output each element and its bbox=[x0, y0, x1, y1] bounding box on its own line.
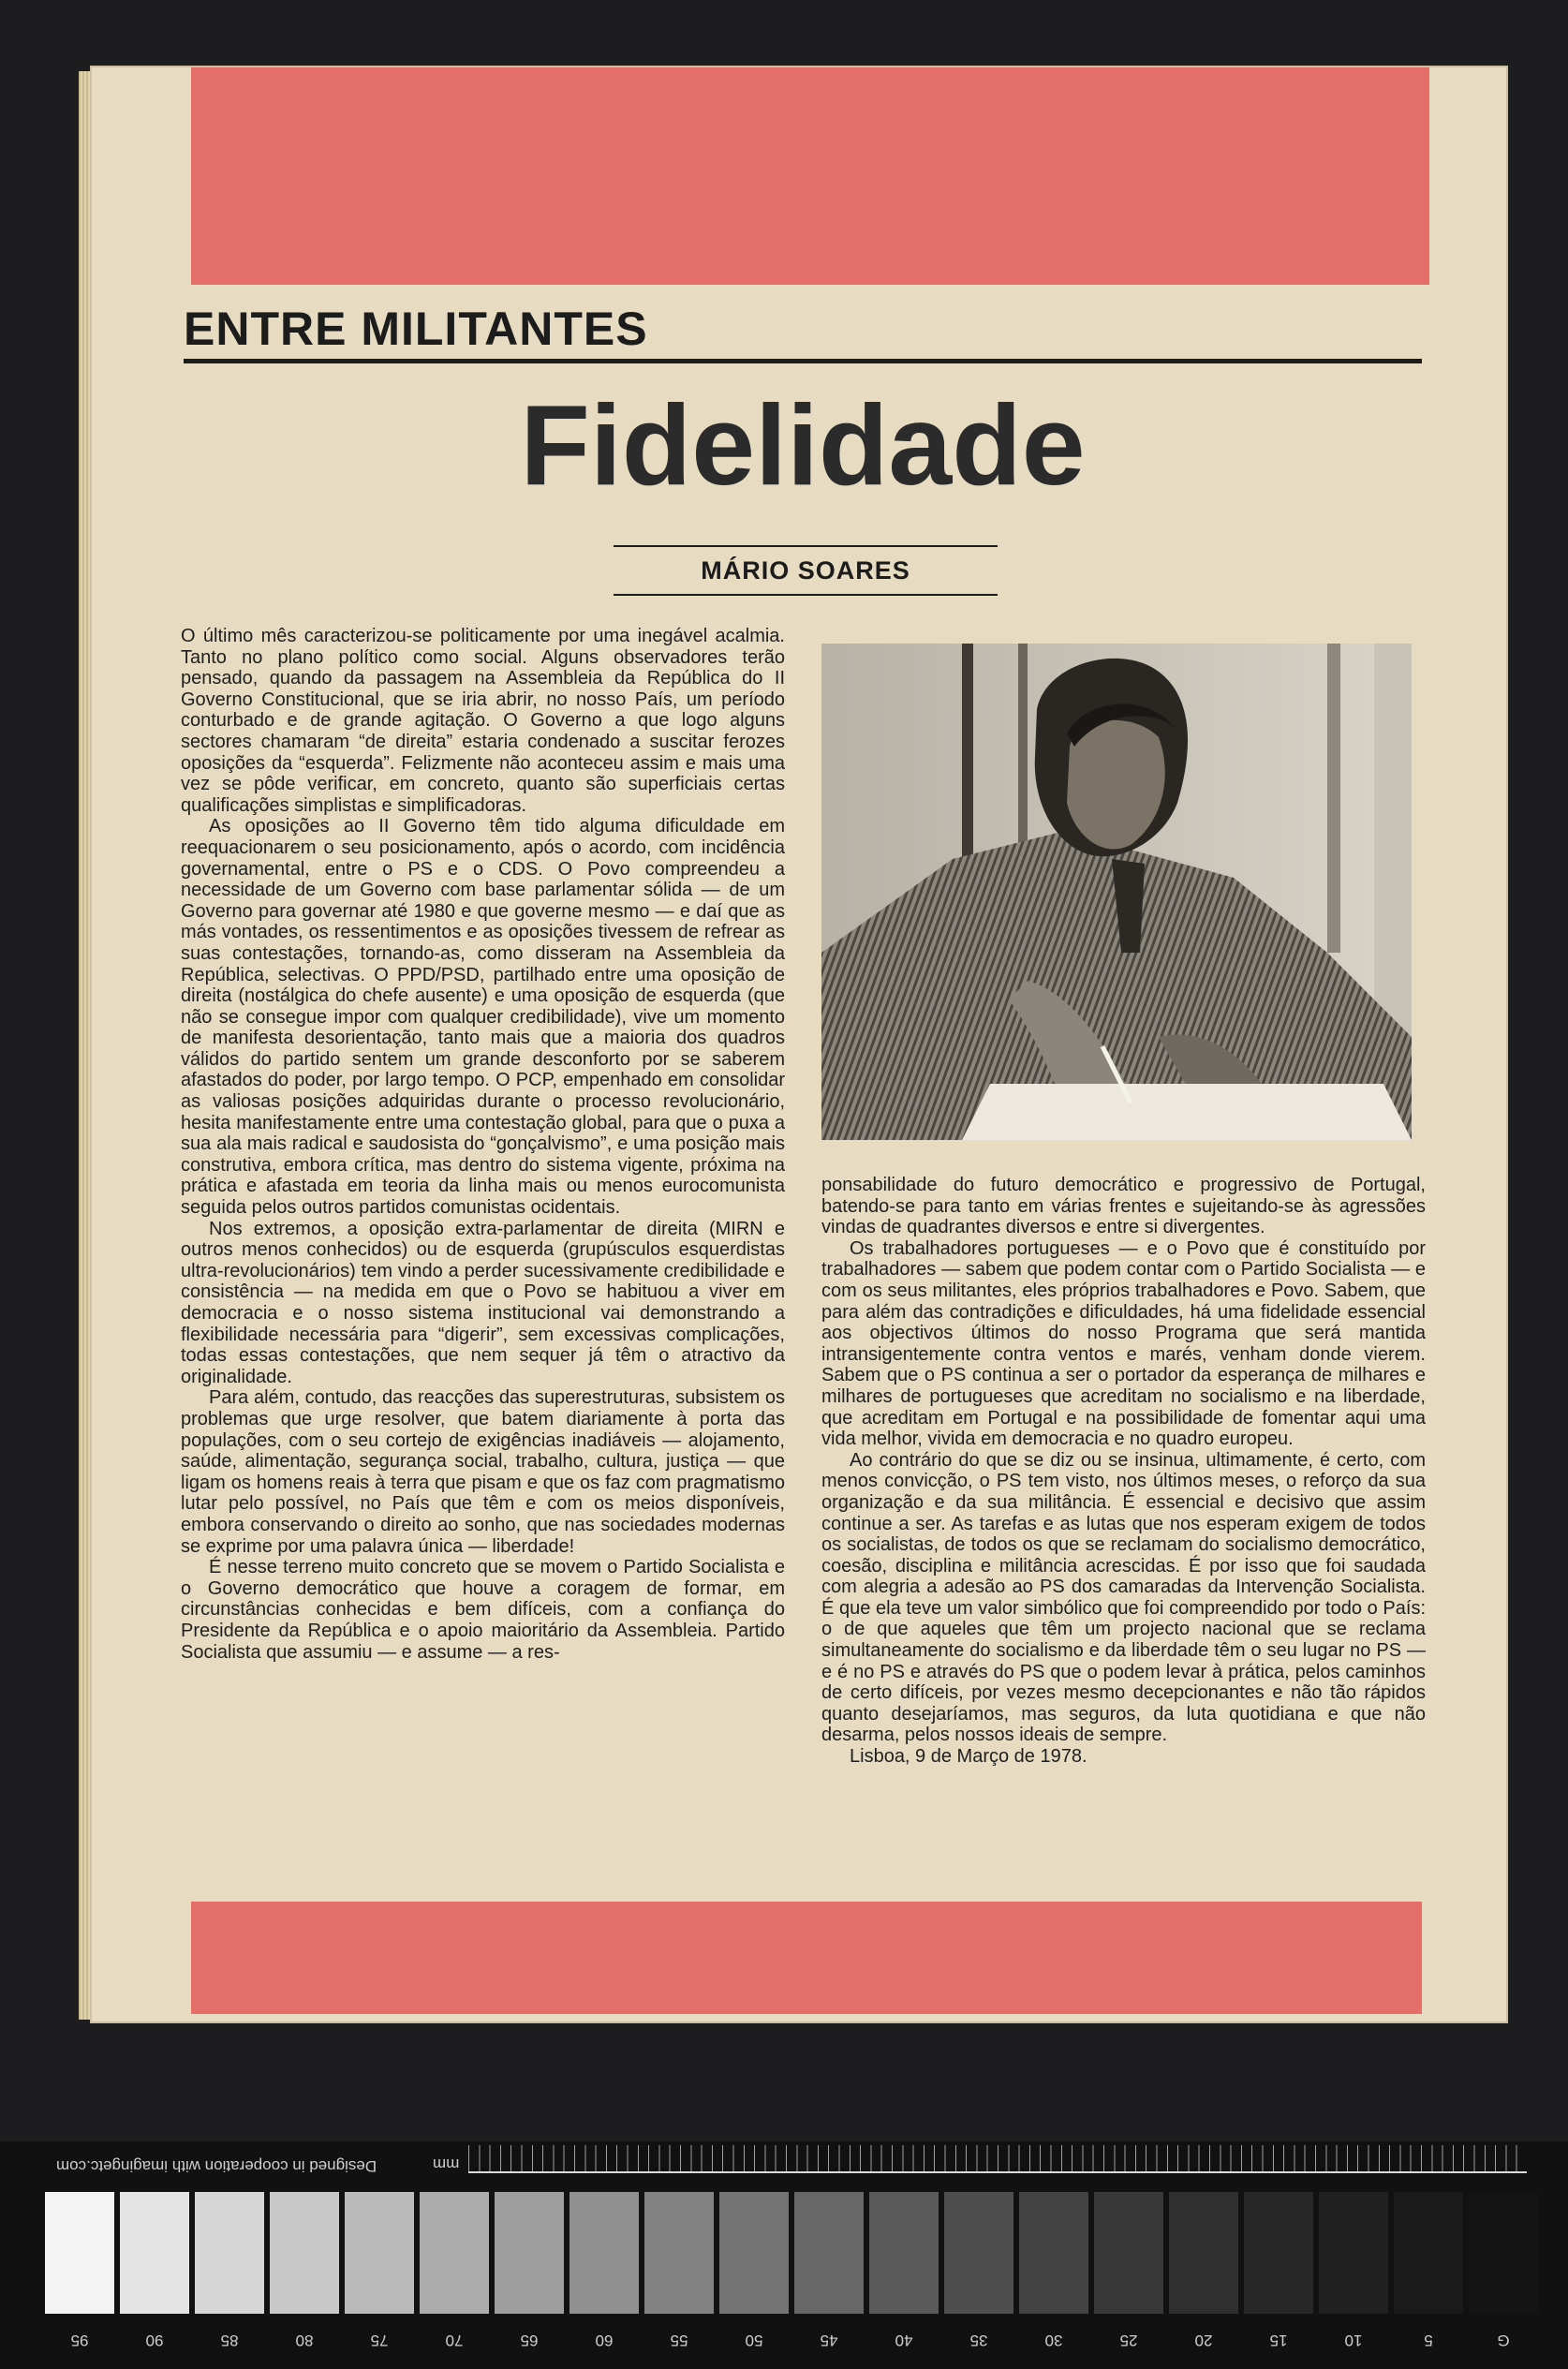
paragraph: As oposições ao II Governo têm tido alguma dificuldade em reequacionarem o seu posicionamento, após o acordo, com incidência governamental, entre o PS e o CDS. O Povo compreendeu a necessidade de um Governo com base parlamentar sólida — de um Governo para governar até 1980 e que governe mesmo — e daí que as más vontades, os ressentimentos e as oposições tivessem de refrear as suas contestações, tornando-as, como disseram na Assembleia da República, selectivas. O PPD/PSD, partilhado entre uma oposição de direita (nostálgica do chefe ausente) e uma oposição de esquerda (que não se consegue impor com qualquer credibilidade), vive um momento de manifesta desorientação, tanto mais que a maioria dos quadros válidos do partido sentem um grande desconforto por se saberem afastados do poder, por largo tempo. O PCP, empenhado em consolidar as valiosas posições adquiridas durante o processo revolucionário, hesita manifestamente entre uma contestação global, para que o puxa a sua ala mais radical e saudosista do “gonçalvismo”, e uma posição mais construtiva, embora crítica, mas dentro do sistema vigente, próxima na prática e afastada em teoria da linha mais ou menos eurocomunista seguida pelos outros partidos comunistas ocidentais. bbox=[181, 816, 785, 1219]
paragraph: Para além, contudo, das reacções das superestruturas, subsistem os problemas que urge resolver, que batem diariamente à porta das populações, com o seu cortejo de exigências inadiáveis — alojamento, saúde, alimentação, segurança social, trabalho, cultura, justiça — que ligam os homens reais à terra que pisam e que os faz com pragmatismo lutar pelo possível, no País que têm e com os meios disponíveis, embora conservando o direito ao sonho, que nas sociedades modernas se exprime por uma palavra única — liberdade! bbox=[181, 1387, 785, 1557]
top-red-band bbox=[191, 67, 1429, 285]
mm-ruler-base bbox=[468, 2171, 1527, 2173]
swatch-label: 90 bbox=[145, 2332, 164, 2349]
section-label: ENTRE MILITANTES bbox=[184, 303, 648, 355]
grey-swatch bbox=[1244, 2192, 1313, 2314]
article-column-right bbox=[821, 1175, 1426, 1768]
grey-swatch bbox=[1469, 2192, 1538, 2314]
swatch-label: 40 bbox=[895, 2332, 913, 2349]
grey-swatch bbox=[1019, 2192, 1088, 2314]
grey-swatch bbox=[45, 2192, 114, 2314]
section-rule bbox=[184, 359, 1422, 363]
grey-swatch bbox=[120, 2192, 189, 2314]
article-column-left bbox=[181, 626, 785, 1663]
grey-swatch bbox=[644, 2192, 714, 2314]
grey-swatch bbox=[869, 2192, 939, 2314]
author-rule-top bbox=[614, 545, 998, 547]
swatch-label: 70 bbox=[445, 2332, 464, 2349]
swatch-label: 75 bbox=[370, 2332, 389, 2349]
swatch-label: 60 bbox=[595, 2332, 614, 2349]
grey-swatch bbox=[570, 2192, 639, 2314]
swatch-label: 15 bbox=[1269, 2332, 1288, 2349]
paragraph: ponsabilidade do futuro democrático e progressivo de Portugal, batendo-se para tanto em várias frentes e sujeitando-se às agressões vindas de quadrantes diversos e entre si divergentes. bbox=[821, 1175, 1426, 1238]
paragraph: Os trabalhadores portugueses — e o Povo que é constituído por trabalhadores — sabem que podem contar com o Partido Socialista — e com os seus militantes, eles próprios trabalhadores e Povo. Sabem, que para além das contradições e dificuldades, há uma fidelidade essencial aos objectivos últimos do nosso Programa que será mantida intransigentemente contra ventos e marés, venham donde vierem. Sabem que o PS continua a ser o portador da esperança de milhares e milhares de portugueses que acreditam no socialismo e na liberdade, que acreditam em Portugal e na possibilidade de fomentar aqui uma vida melhor, vivida em democracia e no quadro europeu. bbox=[821, 1237, 1426, 1450]
grey-swatch bbox=[495, 2192, 564, 2314]
swatch-label: G bbox=[1497, 2332, 1510, 2349]
grey-swatch bbox=[345, 2192, 414, 2314]
grey-swatch bbox=[420, 2192, 489, 2314]
swatch-label: 95 bbox=[70, 2332, 89, 2349]
swatch-label: 50 bbox=[745, 2332, 763, 2349]
swatch-label: 85 bbox=[220, 2332, 239, 2349]
paragraph: O último mês caracterizou-se politicamente por uma inegável acalmia. Tanto no plano político como social. Alguns observadores terão pensado, quando da passagem na Assembleia da República do II Governo Constitucional, que se iria abrir, no nosso País, um período conturbado e de grande agitação. O Governo a que logo alguns sectores chamaram “de direita” estaria condenado a suscitar ferozes oposições da “esquerda”. Felizmente não aconteceu assim e mais uma vez se pôde verificar, em concreto, quanto são superficiais certas qualificações simplistas e simplificadoras. bbox=[181, 626, 785, 816]
bottom-red-band bbox=[191, 1902, 1422, 2014]
grey-swatch bbox=[1169, 2192, 1238, 2314]
article-author: MÁRIO SOARES bbox=[701, 556, 910, 585]
grey-swatch bbox=[1319, 2192, 1388, 2314]
paragraph: Nos extremos, a oposição extra-parlamentar de direita (MIRN e outros menos conhecidos) ou de esquerda (grupúsculos esquerdistas ultra-revolucionários) tem vindo a perder sucessivamente credibilidade e consistência — na medida em que o Povo se habituou a viver em democracia e o nosso sistema institucional vai demonstrando a flexibilidade necessária para “digerir”, sem excessivas complicações, todas essas contestações, que nem sequer já têm o atractivo da originalidade. bbox=[181, 1218, 785, 1387]
author-photo bbox=[821, 644, 1412, 1140]
swatch-label: 45 bbox=[820, 2332, 838, 2349]
article-dateline: Lisboa, 9 de Março de 1978. bbox=[850, 1746, 1087, 1768]
grey-swatch bbox=[1094, 2192, 1163, 2314]
grey-swatch bbox=[944, 2192, 1013, 2314]
grey-swatch bbox=[270, 2192, 339, 2314]
mm-ruler bbox=[468, 2145, 1527, 2173]
paragraph: É nesse terreno muito concreto que se movem o Partido Socialista e o Governo democrático que houve a coragem de formar, em circunstâncias conhecidas e bem difíceis, com a confiança do Presidente da República e o apoio maioritário da Assembleia. Partido Socialista que assumiu — e assume — a res- bbox=[181, 1557, 785, 1663]
swatch-label: 30 bbox=[1044, 2332, 1063, 2349]
swatch-label: 5 bbox=[1424, 2332, 1433, 2349]
author-rule-bottom bbox=[614, 594, 998, 596]
grey-swatch bbox=[794, 2192, 864, 2314]
swatch-label: 25 bbox=[1119, 2332, 1138, 2349]
paragraph: Ao contrário do que se diz ou se insinua, ultimamente, é certo, com menos convicção, o PS tem visto, nos últimos meses, o reforço da sua organização e da sua militância. É essencial e decisivo que assim continue a ser. As tarefas e as lutas que nos esperam exigem de todos os socialistas, de todos os que se reclamam do socialismo democrático, coesão, disciplina e militância acrescidas. É por isso que foi saudada com alegria a adesão ao PS dos camaradas da Intervenção Socialista. É que ela teve um valor simbólico que foi compreendido por todo o País: o de que aqueles que têm um projecto nacional que se reclama simultaneamente do socialismo e da liberdade têm o seu lugar no PS — e é no PS e através do PS que o podem levar à prática, pelos caminhos de certo difíceis, por vezes mesmo decepcionantes e não tão rápidos quanto desejaríamos, mas seguros, da luta quotidiana e que não desarma, pelos nossos ideais de sempre. bbox=[821, 1449, 1426, 1746]
card-caption: Designed in cooperation with imagingetc.com bbox=[56, 2157, 377, 2175]
swatch-label: 35 bbox=[969, 2332, 988, 2349]
swatch-label: 80 bbox=[295, 2332, 314, 2349]
article-headline: Fidelidade bbox=[520, 381, 1086, 509]
swatch-label: 10 bbox=[1344, 2332, 1363, 2349]
ruler-unit-label: mm bbox=[433, 2155, 460, 2173]
grey-swatch bbox=[719, 2192, 789, 2314]
grey-swatch bbox=[1394, 2192, 1463, 2314]
swatch-label: 55 bbox=[670, 2332, 688, 2349]
swatch-label: 20 bbox=[1194, 2332, 1213, 2349]
swatch-label: 65 bbox=[520, 2332, 539, 2349]
grey-swatch bbox=[195, 2192, 264, 2314]
